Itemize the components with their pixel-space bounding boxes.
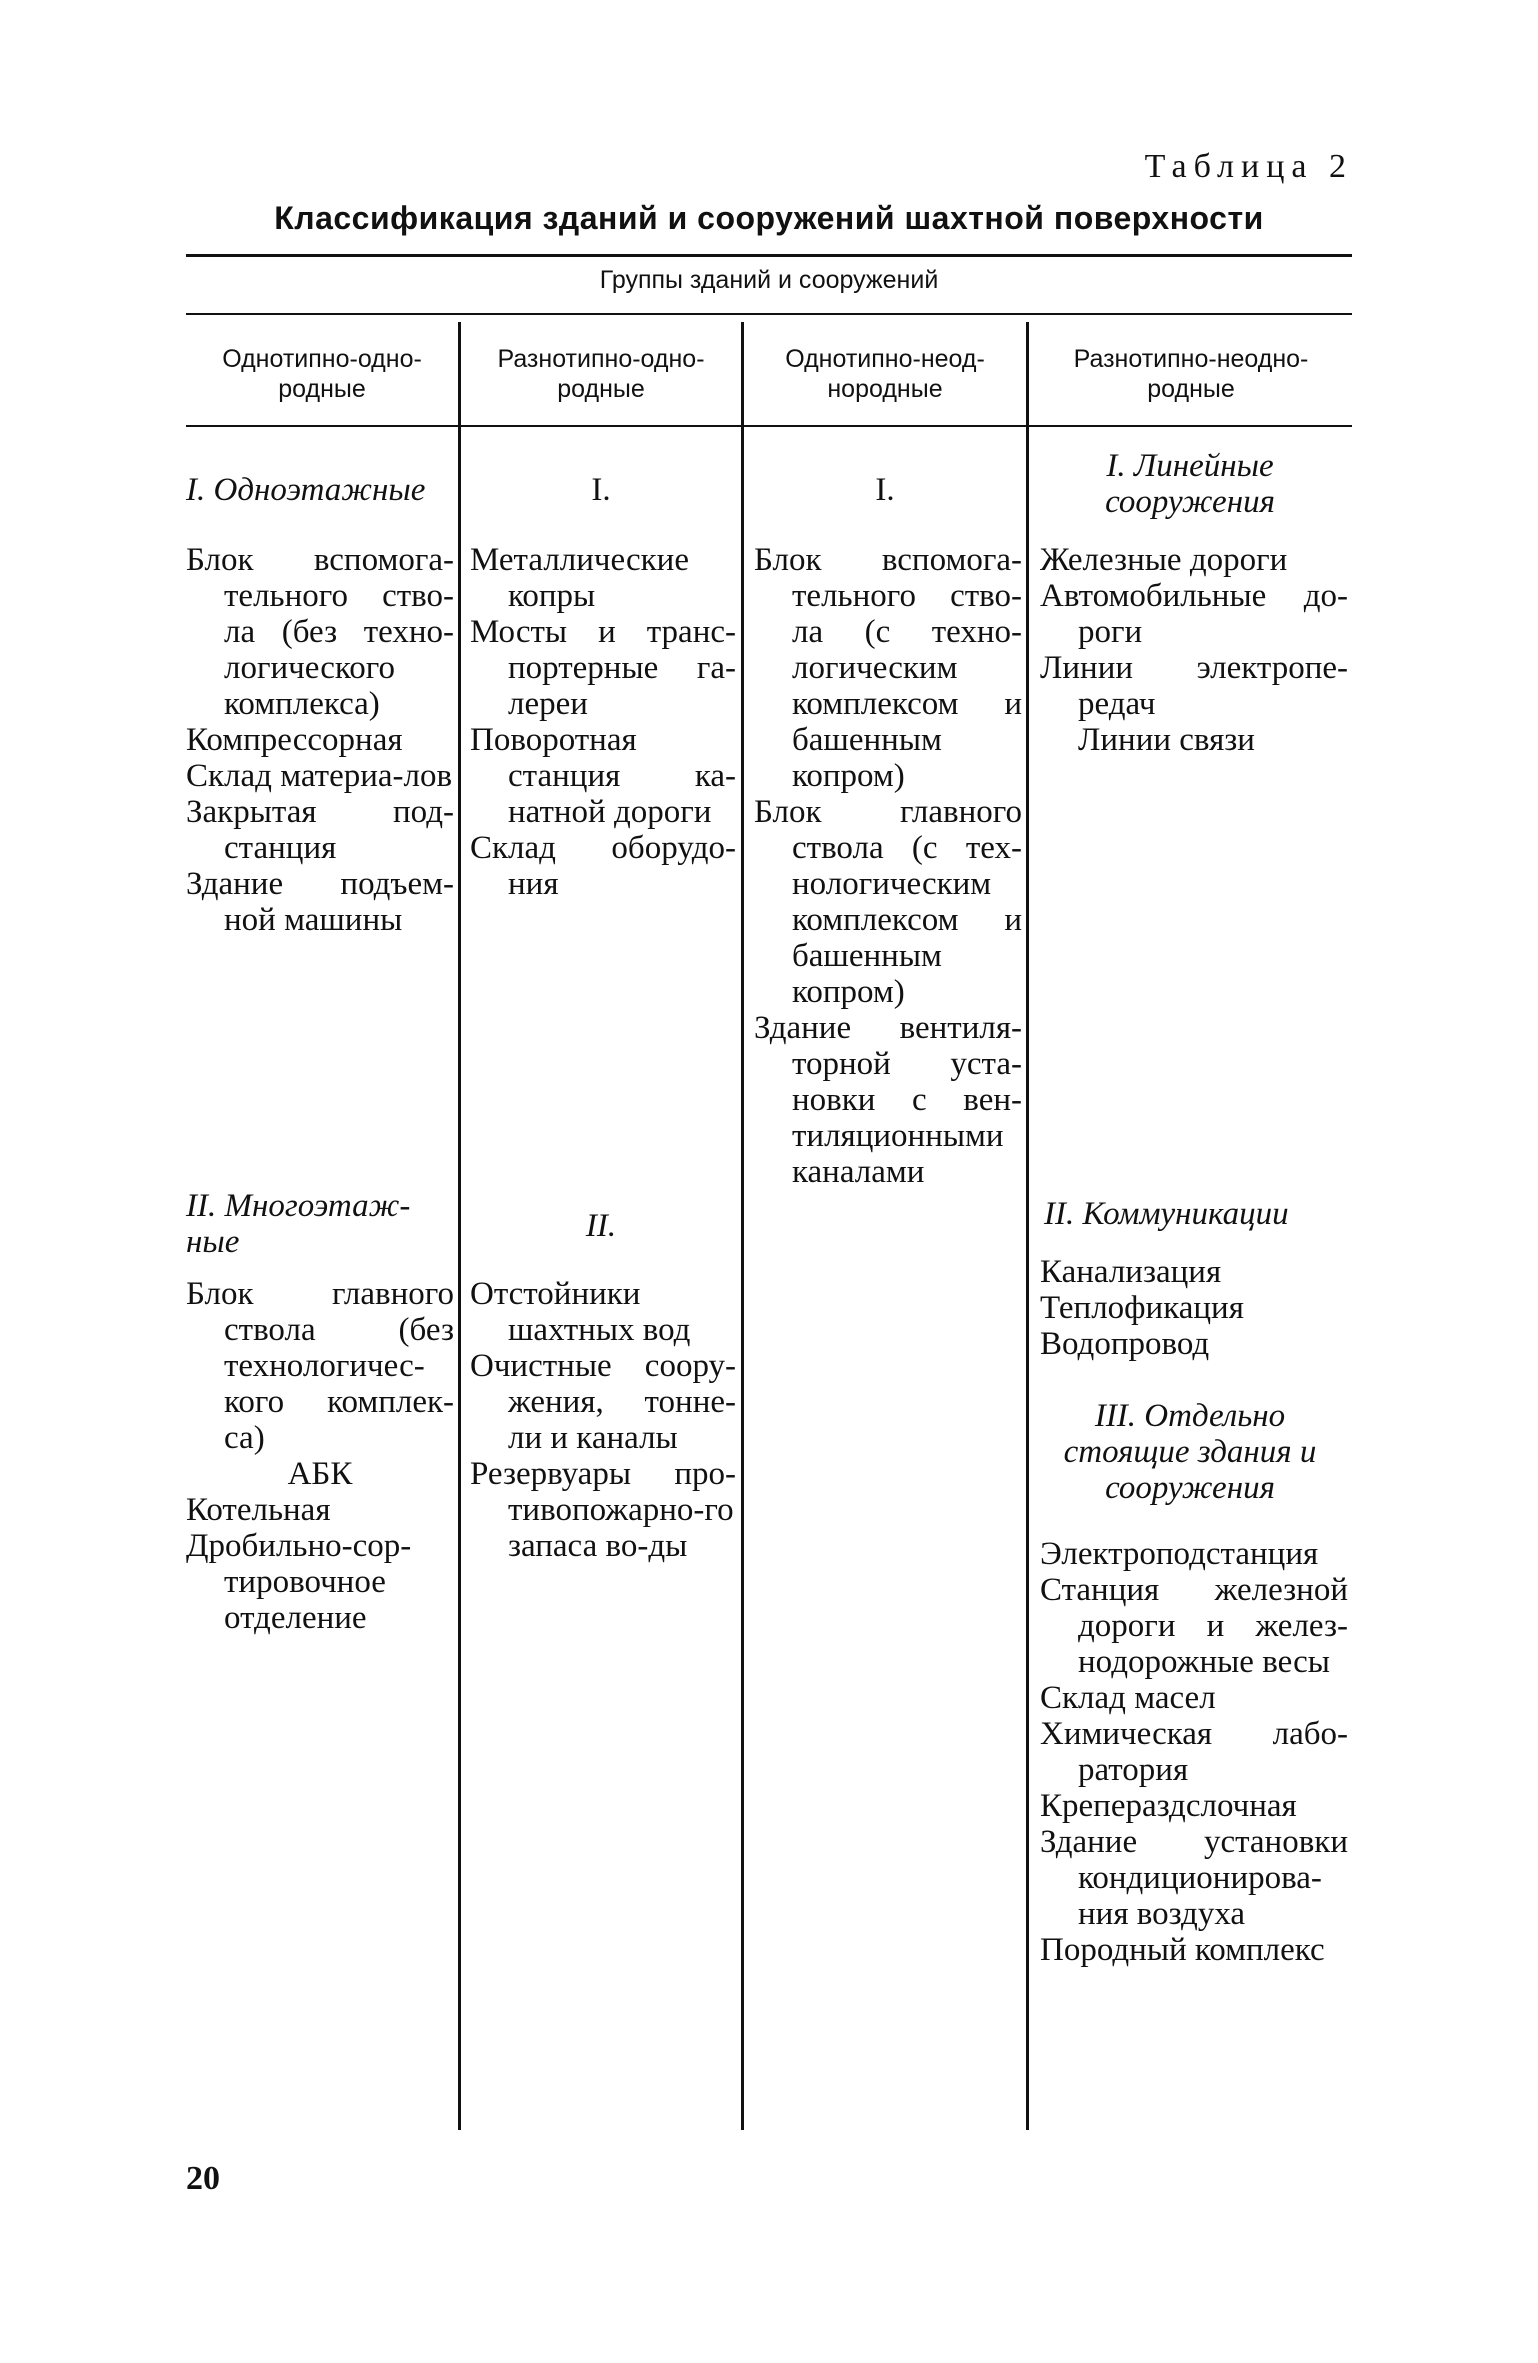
list-item: Канализация [1040, 1254, 1222, 1290]
table-title: Классификация зданий и сооружений шахтной поверхности [274, 200, 1264, 236]
col4-section-3-title: III. Отдельно стоящие здания и сооружения [1063, 1398, 1317, 1506]
column-header-rule [186, 425, 1352, 427]
col1-section-2-list [186, 1276, 454, 1636]
col3-section-1-list [754, 542, 1022, 1190]
col4-section-1-title: I. Линейные сооружения [1105, 448, 1275, 520]
list-item: Металлические копры [470, 542, 689, 614]
list-item: Склад масел [1040, 1680, 1216, 1716]
col1-section-2-title: II. Многоэтаж-ные [186, 1188, 411, 1260]
list-item: Блок главного ствола (с тех-нологическим комплексом и башенным копром) [754, 794, 1022, 1010]
list-item: Компрессорная [186, 722, 403, 758]
list-item: Мосты и транс-портерные га-лереи [470, 614, 736, 722]
col1-section-1-list [186, 542, 454, 938]
list-item: Блок вспомога-тельного ство-ла (без техно-логического комплекса) [186, 542, 454, 722]
list-item: Станция железной дороги и желез-нодорожные весы [1040, 1572, 1348, 1680]
list-item: Дробильно-сор-тировочное отделение [186, 1528, 412, 1636]
col3-section-1-title: I. [875, 472, 895, 508]
list-item: Крепераздслочная [1040, 1788, 1297, 1824]
list-item: Водопровод [1040, 1326, 1210, 1362]
column-header-1: Однотипно-одно-родные [222, 345, 422, 403]
list-item: Линии электропе-редач [1040, 650, 1348, 722]
list-item: Резервуары про-тивопожарно-го запаса во-ды [470, 1456, 736, 1564]
list-item: Линии связи [1078, 722, 1255, 758]
col2-section-1-title: I. [591, 472, 611, 508]
col4-section-2-title: II. Коммуникации [1044, 1196, 1289, 1232]
table-label: Таблица 2 [1144, 148, 1353, 185]
col2-section-2-list [470, 1276, 736, 1564]
list-item: Породный комплекс [1040, 1932, 1325, 1968]
list-item: Блок главного ствола (без технологичес-кого комплек-са) [186, 1276, 454, 1456]
list-item: Блок вспомога-тельного ство-ла (с техно-логическим комплексом и башенным копром) [754, 542, 1022, 794]
list-item: Здание вентиля-торной уста-новки с вен-тиляционными каналами [754, 1010, 1022, 1190]
col4-section-3-list [1040, 1536, 1348, 1968]
list-item: Котельная [186, 1492, 331, 1528]
col2-section-1-list [470, 542, 736, 902]
col1-section-1-title: I. Одноэтажные [186, 472, 426, 508]
list-item: Закрытая под-станция [186, 794, 454, 866]
list-item: Отстойники шахтных вод [470, 1276, 691, 1348]
list-item: Теплофикация [1040, 1290, 1244, 1326]
group-header: Группы зданий и сооружений [599, 266, 939, 294]
list-item: Поворотная станция ка-натной дороги [470, 722, 736, 830]
table-top-rule [186, 254, 1352, 257]
column-header-4: Разнотипно-неодно-родные [1073, 345, 1309, 403]
list-item: Склад оборудо-ния [470, 830, 736, 902]
list-item: Автомобильные до-роги [1040, 578, 1348, 650]
list-item: Склад материа-лов [186, 758, 453, 794]
col2-section-2-title: II. [585, 1208, 617, 1244]
list-item: Очистные соору-жения, тонне-ли и каналы [470, 1348, 736, 1456]
column-divider-1 [458, 322, 461, 2130]
column-header-3: Однотипно-неод-нородные [785, 345, 985, 403]
col4-section-2-list [1040, 1254, 1348, 1362]
column-divider-2 [741, 322, 744, 2130]
list-item: Железные дороги [1040, 542, 1288, 578]
column-header-2: Разнотипно-одно-родные [497, 345, 705, 403]
col4-section-1-list [1040, 542, 1348, 758]
list-item: Здание подъем-ной машины [186, 866, 454, 938]
list-item: Химическая лабо-ратория [1040, 1716, 1348, 1788]
list-item: АБК [287, 1456, 353, 1492]
page-number: 20 [186, 2160, 220, 2197]
group-header-rule [186, 313, 1352, 315]
list-item: Электроподстанция [1040, 1536, 1319, 1572]
list-item: Здание установки кондиционирова-ния воздуха [1040, 1824, 1348, 1932]
column-divider-3 [1026, 322, 1029, 2130]
